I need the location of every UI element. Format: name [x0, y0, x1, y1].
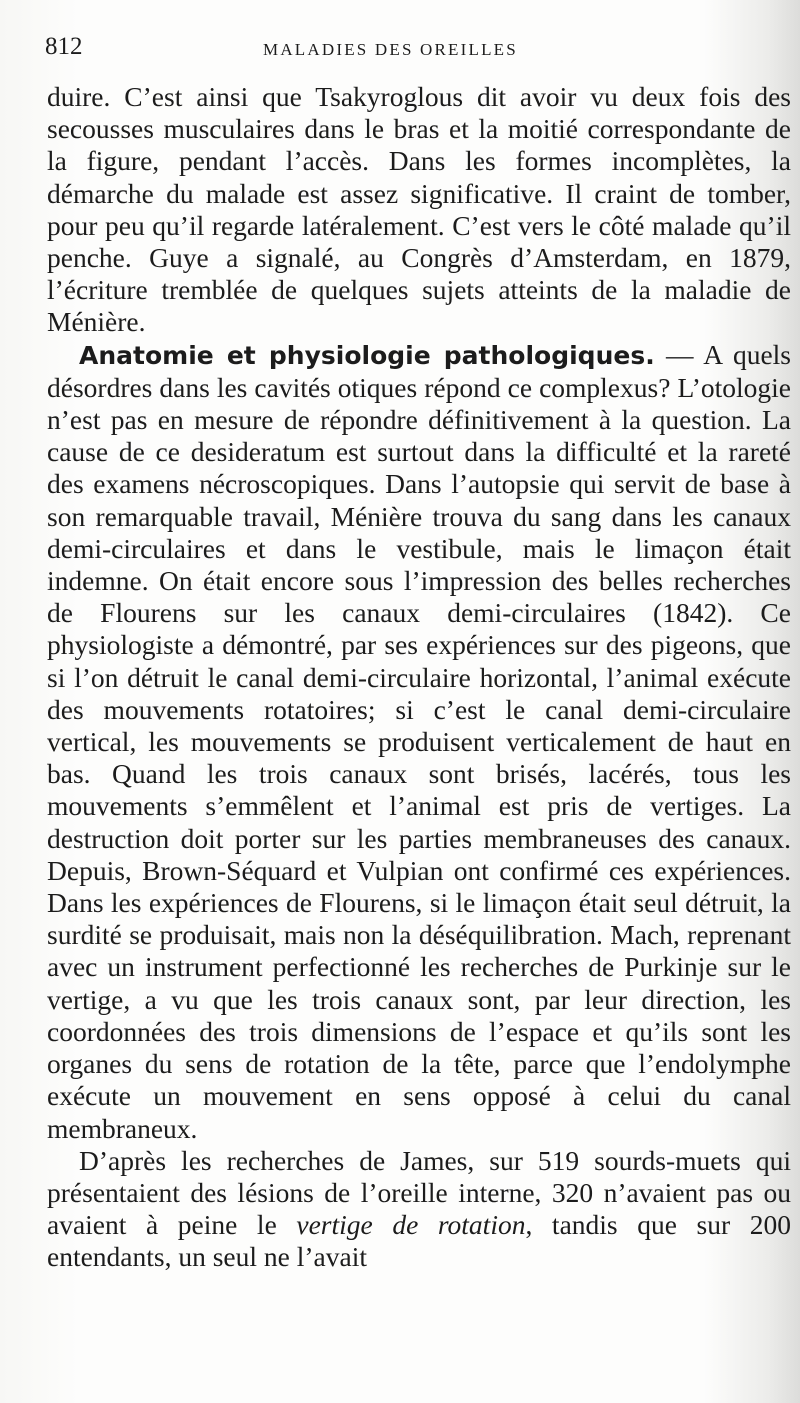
paragraph-3	[47, 1145, 791, 1274]
paragraph-1: duire. C’est ainsi que Tsakyroglous dit avoir vu deux fois des secousses musculaires dans le bras et la moitié correspondante de la figure, pendant l’accès. Dans les formes incomplètes, la démarche du malade est assez significative. Il craint de tomber, pour peu qu’il regarde latéralement. C’est vers le côté malade qu’il penche. Guye a signalé, au Congrès d’Amsterdam, en 1879, l’écriture tremblée de quelques sujets atteints de la maladie de Ménière.	[47, 81, 791, 338]
page-number: 812	[45, 33, 83, 60]
body-text	[47, 81, 791, 1274]
section-heading: Anatomie et physiologie pathologiques.	[79, 340, 655, 370]
page-header	[45, 32, 770, 64]
paragraph-3-italic: vertige de rotation	[296, 1209, 526, 1241]
running-title: MALADIES DES OREILLES	[263, 40, 518, 59]
paragraph-3-start: D’après les recherches de James, sur 519 sourds-muets qui présentaient des lésions de l’oreille interne, 320 n’avaient pas ou avaient à peine le	[47, 1144, 791, 1241]
paragraph-2	[47, 339, 791, 1145]
paragraph-2-body: — A quels désordres dans les cavités otiques répond ce complexus? L’otologie n’est pas en mesure de répondre définitivement à la question. La cause de ce desideratum est surtout dans la difficulté et la rareté des examens nécroscopiques. Dans l’autopsie qui servit de base à son remarquable travail, Ménière trouva du sang dans les canaux demi-circulaires et dans le vestibule, mais le limaçon était indemne. On était encore sous l’impression des belles recherches de Flourens sur les canaux demi-circulaires (1842). Ce physiologiste a démontré, par ses expériences sur des pigeons, que si l’on détruit le canal demi-circulaire horizontal, l’animal exécute des mouvements rotatoires; si c’est le canal demi-circulaire vertical, les mouvements se produisent verticalement de haut en bas. Quand les trois canaux sont brisés, lacérés, tous les mouvements s’emmêlent et l’animal est pris de vertiges. La destruction doit porter sur les parties membraneuses des canaux. Depuis, Brown-Séquard et Vulpian ont confirmé ces expériences. Dans les expériences de Flourens, si le limaçon était seul détruit, la surdité se produisait, mais non la déséquilibration. Mach, reprenant avec un instrument perfectionné les recherches de Purkinje sur le vertige, a vu que les trois canaux sont, par leur direction, les coordonnées des trois dimensions de l’espace et qu’ils sont les organes du sens de rotation de la tête, parce que l’endolymphe exécute un mouvement en sens opposé à celui du canal membraneux.	[47, 338, 791, 1144]
paragraph-3-end: , tandis que sur 200 entendants, un seul ne l’avait	[47, 1209, 791, 1273]
